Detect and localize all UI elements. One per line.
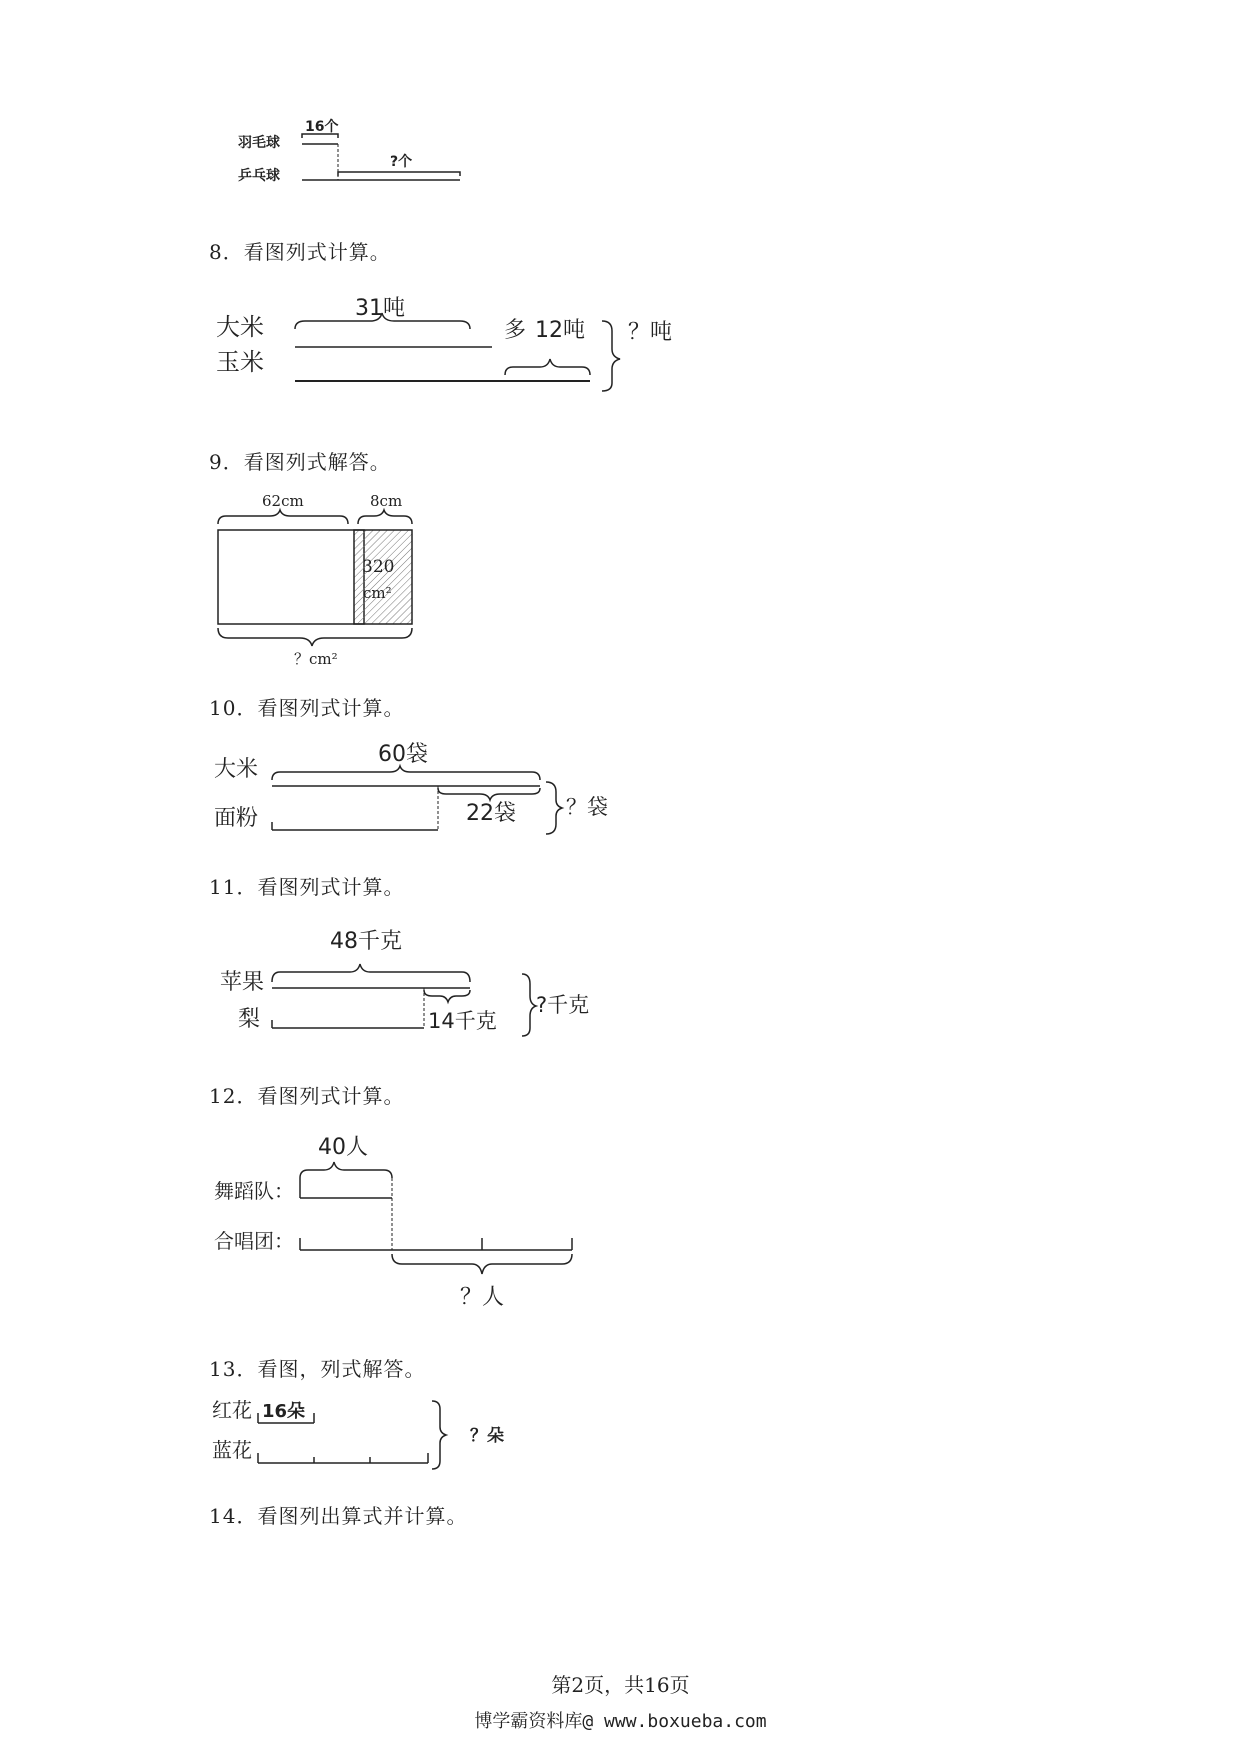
q13-text: 13．看图，列式解答。 (209, 1357, 426, 1381)
q14-text: 14．看图列出算式并计算。 (209, 1504, 468, 1528)
q10-top-value: 60袋 (378, 742, 428, 767)
q9-brace-a (218, 510, 348, 524)
q8-more-prefix: 多 (504, 318, 527, 343)
watermark-site: 博学霸资料库@ www.boxueba.com (474, 1711, 767, 1732)
q10-diff-brace (438, 788, 540, 800)
q11-label-a: 苹果 (220, 970, 265, 995)
q13-total-brace (432, 1401, 446, 1469)
q10-label-b: 面粉 (214, 806, 259, 831)
q10-text: 10．看图列式计算。 (209, 696, 405, 720)
q10-total-brace (546, 782, 562, 834)
q8-total-brace (602, 321, 620, 391)
q9-rect-b (354, 530, 412, 624)
q12-label-a: 舞蹈队： (214, 1179, 294, 1203)
q9-brace-b (358, 510, 412, 524)
q9-width-a: 62cm (262, 492, 304, 510)
q11-diff-value: 14千克 (428, 1009, 497, 1033)
q9-rect-a (218, 530, 364, 624)
q8-label-a: 大米 (216, 313, 264, 341)
q11-diff-brace (424, 990, 470, 1002)
q9-total: ？cm² (294, 650, 338, 668)
q11-total: ?千克 (536, 993, 590, 1017)
q9-diagram (210, 488, 430, 668)
q13-label-a: 红花 (212, 1398, 252, 1422)
q8-top-value: 31吨 (355, 296, 405, 321)
q13-total: ？朵 (470, 1426, 504, 1446)
q8-more-value: 12吨 (535, 318, 585, 343)
q13-top-value: 16朵 (262, 1401, 306, 1422)
q11-total-brace (522, 974, 536, 1036)
q7-diagram (230, 110, 470, 190)
q7-label-a: 羽毛球 (238, 135, 280, 151)
q8-total: ？吨 (628, 320, 673, 345)
q7-top-brace (302, 134, 338, 138)
q10-label-a: 大米 (214, 757, 259, 782)
q12-text: 12．看图列式计算。 (209, 1084, 405, 1108)
q9-text: 9．看图列式解答。 (209, 450, 391, 474)
q8-text: 8．看图列式计算。 (209, 240, 391, 264)
q9-width-b: 8cm (370, 492, 403, 510)
q8-diagram (210, 285, 690, 395)
q7-unknown: ?个 (390, 154, 413, 170)
q10-top-brace (272, 766, 540, 780)
q8-more-brace (505, 359, 590, 375)
q12-bottom-brace (392, 1254, 572, 1274)
q11-top-brace (272, 964, 470, 982)
q8-top-brace (295, 313, 470, 329)
q12-diagram (210, 1128, 590, 1328)
q10-diff-value: 22袋 (466, 801, 516, 826)
q12-top-value: 40人 (318, 1135, 368, 1160)
q8-label-b: 玉米 (216, 348, 264, 376)
q9-area-unit: cm² (363, 584, 392, 602)
q9-area-num: 320 (362, 557, 395, 577)
q10-diagram (210, 738, 620, 838)
q11-diagram (210, 922, 610, 1042)
q12-unknown: ？人 (460, 1285, 505, 1310)
q10-total: ？袋 (566, 795, 608, 819)
q7-label-b: 乒乓球 (238, 168, 280, 184)
q11-text: 11．看图列式计算。 (209, 875, 405, 899)
page-footer: 第2页，共16页 (551, 1673, 690, 1697)
q11-label-b: 梨 (238, 1007, 261, 1032)
q13-label-b: 蓝花 (212, 1438, 252, 1462)
q13-diagram (210, 1395, 540, 1475)
q7-unknown-brace (338, 172, 460, 176)
q11-top-value: 48千克 (330, 929, 402, 954)
q12-top-brace (300, 1162, 392, 1178)
q7-top-value: 16个 (305, 119, 339, 135)
q9-bottom-brace (218, 628, 412, 646)
q12-label-b: 合唱团： (214, 1229, 294, 1253)
